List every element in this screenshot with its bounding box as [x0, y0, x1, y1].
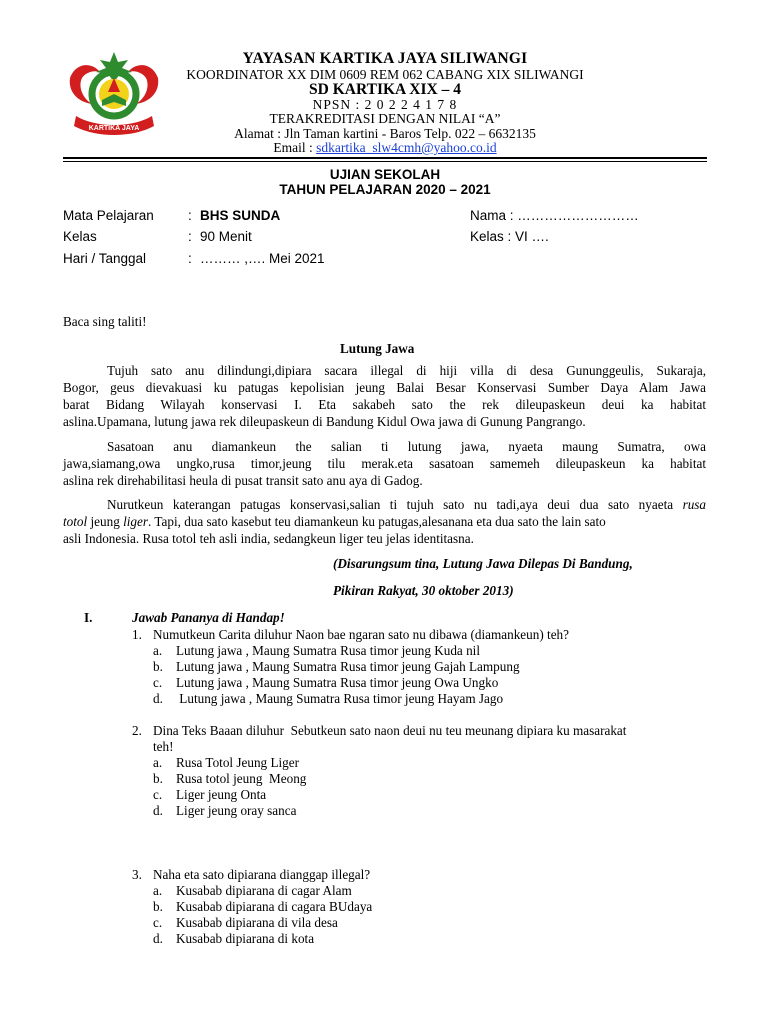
npsn-line: NPSN : 2 0 2 2 4 1 7 8 [312, 97, 458, 112]
letterhead-divider-thin [63, 161, 707, 162]
q1-option-letter: b. [153, 659, 163, 674]
q3-option-letter: a. [153, 883, 163, 898]
date-value: ……… ,…. Mei 2021 [200, 251, 325, 266]
email-label: Email : [273, 140, 317, 155]
subject-colon: : [188, 208, 192, 223]
q2-option-letter: c. [153, 787, 163, 802]
date-label: Hari / Tanggal [63, 251, 147, 266]
address-line: Alamat : Jln Taman kartini - Baros Telp. 022 – 6632135 [234, 126, 536, 141]
q1-option-letter: d. [153, 691, 163, 706]
section-title: Jawab Pananya di Handap! [132, 610, 285, 625]
duration-value: 90 Menit [200, 229, 252, 244]
q1-option-text[interactable]: Lutung jawa , Maung Sumatra Rusa timor jeung Kuda nil [176, 643, 480, 658]
q1-option-letter: a. [153, 643, 163, 658]
section-number: I. [84, 610, 93, 625]
reading-instruction: Baca sing taliti! [63, 314, 147, 329]
q1-option-letter: c. [153, 675, 163, 690]
letterhead-divider-thick [63, 157, 707, 159]
p1-line1: Tujuh sato anu dilindungi,dipiara sacara illegal di hiji villa di desa Gununggeulis, Sukaraja, [107, 363, 706, 378]
p3-line3: asli Indonesia. Rusa totol teh asli india, sedangkeun liger teu jelas identitasna. [63, 531, 474, 546]
q3-option-text[interactable]: Kusabab dipiarana di cagara BUdaya [176, 899, 373, 914]
p1-line2: Bogor, geus dievakuasi ku patugas kepolisian jeung Balai Besar Konservasi Sumber Daya Alam Jawa [63, 380, 706, 395]
school-name: SD KARTIKA XIX – 4 [309, 81, 461, 98]
foundation-name: YAYASAN KARTIKA JAYA SILIWANGI [242, 50, 528, 67]
email-link[interactable]: sdkartika_slw4cmh@yahoo.co.id [316, 140, 497, 155]
p1-line3: barat Bidang Wilayah konservasi I. Eta sakabeh sato the rek dileupaskeun deui ka habitat [63, 397, 706, 412]
q1-option-text[interactable]: Lutung jawa , Maung Sumatra Rusa timor jeung Gajah Lampung [176, 659, 520, 674]
q1-option-text[interactable]: Lutung jawa , Maung Sumatra Rusa timor jeung Owa Ungko [176, 675, 499, 690]
p1-line4: aslina.Upamana, lutung jawa rek dileupaskeun di Bandung Kidul Owa jawa di Gunung Pangrango. [63, 414, 586, 429]
q3-text: Naha eta sato dipiarana dianggap illegal? [153, 867, 371, 882]
date-colon: : [188, 251, 192, 266]
q2-option-text[interactable]: Liger jeung Onta [176, 787, 267, 802]
class-label: Kelas [63, 229, 97, 244]
q2-option-letter: a. [153, 755, 163, 770]
q2-option-text[interactable]: Liger jeung oray sanca [176, 803, 297, 818]
q3-option-text[interactable]: Kusabab dipiarana di vila desa [176, 915, 338, 930]
accreditation-line: TERAKREDITASI DENGAN NILAI “A” [269, 111, 501, 126]
q1-text: Numutkeun Carita diluhur Naon bae ngaran sato nu dibawa (diamankeun) teh? [153, 627, 570, 642]
email-line [160, 140, 610, 156]
q2-number: 2. [132, 723, 142, 738]
p2-line2: jawa,siamang,owa ungko,rusa timor,jeung tilu merak.eta sasatoan samemeh dileupaskeun ka habitat [63, 456, 706, 471]
class-field[interactable]: Kelas : VI …. [470, 229, 549, 244]
q3-option-text[interactable]: Kusabab dipiarana di cagar Alam [176, 883, 352, 898]
q2-text: Dina Teks Baaan diluhur Sebutkeun sato naon deui nu teu meunang dipiara ku masarakat [153, 723, 627, 738]
p3-line2: totol jeung liger. Tapi, dua sato kasebut teu diamankeun ku patugas,alesanana eta dua sato the lain sato [63, 514, 606, 529]
school-logo [66, 48, 162, 136]
q3-option-letter: c. [153, 915, 163, 930]
q3-option-letter: d. [153, 931, 163, 946]
q3-option-letter: b. [153, 899, 163, 914]
logo-text: KARTIKA JAYA [88, 125, 140, 132]
q1-number: 1. [132, 627, 142, 642]
subject-label: Mata Pelajaran [63, 208, 154, 223]
subject-value: BHS SUNDA [200, 208, 281, 223]
q2-option-text[interactable]: Rusa totol jeung Meong [176, 771, 307, 786]
q2-option-text[interactable]: Rusa Totol Jeung Liger [176, 755, 300, 770]
q3-option-text[interactable]: Kusabab dipiarana di kota [176, 931, 315, 946]
q2-text-cont: teh! [153, 739, 174, 754]
q2-option-letter: d. [153, 803, 163, 818]
exam-title: UJIAN SEKOLAH [329, 167, 441, 182]
p2-line3: aslina rek direhabilitasi heula di pusat transit sato anu aya di Gadog. [63, 473, 423, 488]
q3-number: 3. [132, 867, 142, 882]
p2-line1: Sasatoan anu diamankeun the salian ti lutung jawa, nyaeta maung Sumatra, owa [107, 439, 706, 454]
exam-year: TAHUN PELAJARAN 2020 – 2021 [279, 182, 491, 197]
p3-line1: Nurutkeun katerangan patugas konservasi,salian ti tujuh sato nu tadi,aya deui dua sato nyaeta rusa [107, 497, 707, 512]
source-line2: Pikiran Rakyat, 30 oktober 2013) [333, 583, 514, 598]
reading-title: Lutung Jawa [340, 341, 415, 356]
name-field[interactable]: Nama : ……………………… [470, 208, 639, 223]
coordinator-line: KOORDINATOR XX DIM 0609 REM 062 CABANG XIX SILIWANGI [186, 67, 584, 82]
source-line1: (Disarungsum tina, Lutung Jawa Dilepas Di Bandung, [333, 556, 633, 571]
q2-option-letter: b. [153, 771, 163, 786]
q1-option-text[interactable]: Lutung jawa , Maung Sumatra Rusa timor jeung Hayam Jago [176, 691, 504, 706]
duration-colon: : [188, 229, 192, 244]
